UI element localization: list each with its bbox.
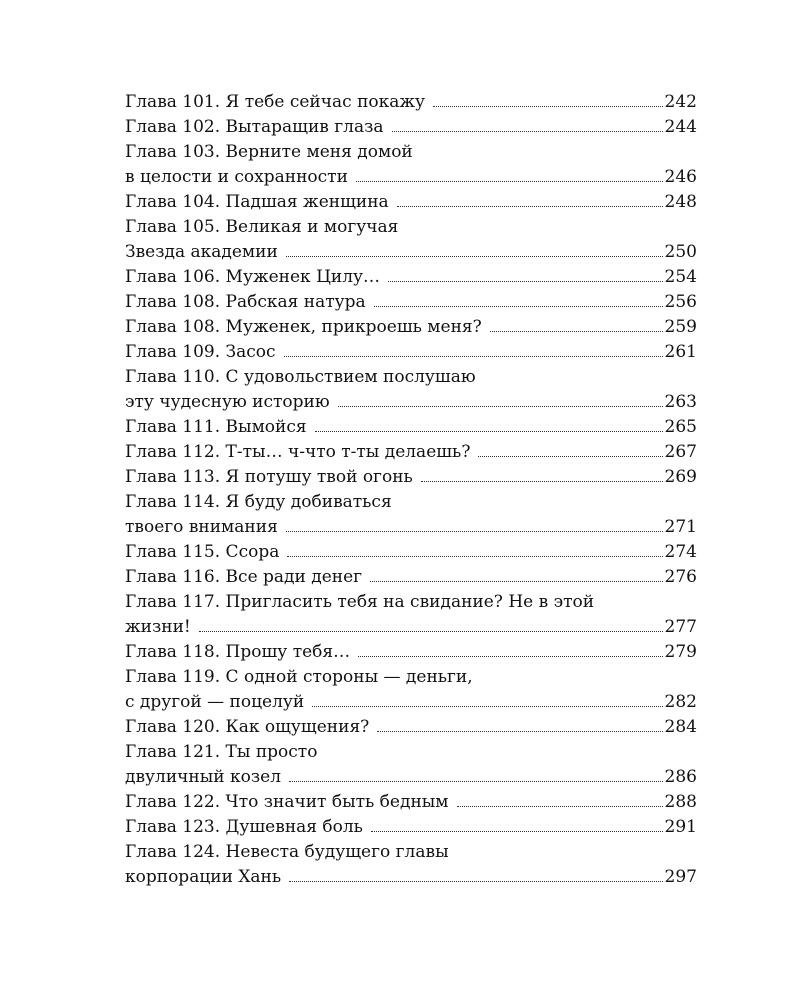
toc-entry-final-line bbox=[125, 290, 697, 315]
toc-entry-final-line bbox=[125, 240, 697, 265]
toc-entry-final-line bbox=[125, 340, 697, 365]
toc-entry-page-number: 277 bbox=[664, 617, 697, 637]
toc-entry-page-number: 269 bbox=[664, 467, 697, 487]
toc-entry-final-line bbox=[125, 765, 697, 790]
dot-leader bbox=[358, 655, 662, 657]
toc-entry[interactable] bbox=[125, 265, 697, 290]
toc-entry-page-number: 242 bbox=[664, 92, 697, 112]
toc-entry-final-line bbox=[125, 390, 697, 415]
toc-entry-title-line: Глава 114. Я буду добиваться bbox=[125, 492, 392, 512]
toc-entry-title-line: Глава 116. Все ради денег bbox=[125, 567, 363, 587]
toc-entry-title-line: Глава 103. Верните меня домой bbox=[125, 142, 413, 162]
dot-leader bbox=[287, 555, 662, 557]
dot-leader bbox=[315, 430, 663, 432]
dot-leader bbox=[374, 305, 663, 307]
table-of-contents bbox=[125, 90, 697, 890]
toc-entry-final-line bbox=[125, 640, 697, 665]
toc-entry-page-number: 259 bbox=[664, 317, 697, 337]
toc-entry-title-line: Глава 115. Ссора bbox=[125, 542, 280, 562]
toc-entry-title-line: Глава 124. Невеста будущего главы bbox=[125, 842, 449, 862]
toc-entry[interactable] bbox=[125, 190, 697, 215]
dot-leader bbox=[338, 405, 663, 407]
toc-entry[interactable] bbox=[125, 640, 697, 665]
toc-entry-final-line bbox=[125, 90, 697, 115]
toc-entry-title-line: Глава 118. Прошу тебя… bbox=[125, 642, 351, 662]
toc-entry-final-line bbox=[125, 115, 697, 140]
toc-entry[interactable] bbox=[125, 315, 697, 340]
dot-leader bbox=[490, 330, 663, 332]
dot-leader bbox=[392, 130, 663, 132]
dot-leader bbox=[286, 255, 663, 257]
toc-entry-page-number: 288 bbox=[664, 792, 697, 812]
toc-entry[interactable] bbox=[125, 465, 697, 490]
toc-entry-page-number: 261 bbox=[664, 342, 697, 362]
toc-entry-page-number: 286 bbox=[664, 767, 697, 787]
toc-entry-title-line: Глава 101. Я тебе сейчас покажу bbox=[125, 92, 426, 112]
toc-entry-final-line bbox=[125, 440, 697, 465]
dot-leader bbox=[370, 580, 662, 582]
toc-entry[interactable] bbox=[125, 715, 697, 740]
dot-leader bbox=[289, 780, 663, 782]
toc-entry-page-number: 254 bbox=[664, 267, 697, 287]
toc-entry-page-number: 246 bbox=[664, 167, 697, 187]
toc-entry[interactable] bbox=[125, 115, 697, 140]
toc-entry-title-line: Глава 108. Рабская натура bbox=[125, 292, 366, 312]
dot-leader bbox=[421, 480, 663, 482]
toc-entry-final-line bbox=[125, 415, 697, 440]
toc-entry-page-number: 263 bbox=[664, 392, 697, 412]
toc-entry[interactable] bbox=[125, 490, 697, 540]
toc-entry[interactable] bbox=[125, 415, 697, 440]
toc-entry-title-line: Глава 120. Как ощущения? bbox=[125, 717, 370, 737]
dot-leader bbox=[433, 105, 663, 107]
toc-entry[interactable] bbox=[125, 540, 697, 565]
toc-entry-title-line: Глава 117. Пригласить тебя на свидание? Не в этой bbox=[125, 592, 595, 612]
toc-entry-final-line bbox=[125, 165, 697, 190]
toc-entry-final-line bbox=[125, 565, 697, 590]
toc-entry-title-line: Глава 119. С одной стороны — деньги, bbox=[125, 667, 473, 687]
toc-entry-final-line bbox=[125, 615, 697, 640]
toc-entry-page-number: 276 bbox=[664, 567, 697, 587]
dot-leader bbox=[356, 180, 663, 182]
toc-entry-title-line: твоего внимания bbox=[125, 517, 278, 537]
toc-entry-title-line: Глава 122. Что значит быть бедным bbox=[125, 792, 449, 812]
toc-entry-title-line: двуличный козел bbox=[125, 767, 281, 787]
toc-entry-title-line: Глава 109. Засос bbox=[125, 342, 276, 362]
toc-entry-page-number: 274 bbox=[664, 542, 697, 562]
dot-leader bbox=[371, 830, 663, 832]
toc-entry-title-line: Глава 104. Падшая женщина bbox=[125, 192, 389, 212]
toc-entry-final-line bbox=[125, 790, 697, 815]
toc-entry-title-line: Глава 113. Я потушу твой огонь bbox=[125, 467, 413, 487]
toc-entry-title-line: Глава 108. Муженек, прикроешь меня? bbox=[125, 317, 482, 337]
toc-entry[interactable] bbox=[125, 140, 697, 190]
toc-entry-page-number: 256 bbox=[664, 292, 697, 312]
toc-entry-final-line bbox=[125, 515, 697, 540]
toc-entry-final-line bbox=[125, 315, 697, 340]
toc-entry-title-line: Глава 102. Вытаращив глаза bbox=[125, 117, 384, 137]
toc-entry-page-number: 265 bbox=[664, 417, 697, 437]
toc-entry-title-line: корпорации Хань bbox=[125, 867, 282, 887]
toc-entry[interactable] bbox=[125, 565, 697, 590]
toc-entry-final-line bbox=[125, 190, 697, 215]
toc-entry-page-number: 248 bbox=[664, 192, 697, 212]
dot-leader bbox=[397, 205, 663, 207]
toc-entry-title-line: с другой — поцелуй bbox=[125, 692, 305, 712]
dot-leader bbox=[289, 880, 662, 882]
toc-entry[interactable] bbox=[125, 290, 697, 315]
toc-entry-page-number: 279 bbox=[664, 642, 697, 662]
toc-entry-title-line: Глава 105. Великая и могучая bbox=[125, 217, 399, 237]
toc-entry-page-number: 271 bbox=[664, 517, 697, 537]
toc-entry-page-number: 250 bbox=[664, 242, 697, 262]
toc-entry-final-line bbox=[125, 865, 697, 890]
dot-leader bbox=[199, 630, 663, 632]
toc-entry[interactable] bbox=[125, 815, 697, 840]
toc-entry-title-line: Глава 112. Т-ты… ч-что т-ты делаешь? bbox=[125, 442, 471, 462]
toc-entry[interactable] bbox=[125, 90, 697, 115]
toc-entry[interactable] bbox=[125, 790, 697, 815]
toc-entry-final-line bbox=[125, 540, 697, 565]
toc-entry[interactable] bbox=[125, 340, 697, 365]
toc-entry-page-number: 282 bbox=[664, 692, 697, 712]
toc-entry[interactable] bbox=[125, 365, 697, 415]
dot-leader bbox=[312, 705, 662, 707]
toc-entry[interactable] bbox=[125, 440, 697, 465]
toc-entry-page-number: 244 bbox=[664, 117, 697, 137]
toc-entry[interactable] bbox=[125, 590, 697, 640]
toc-entry-title-line: Глава 123. Душевная боль bbox=[125, 817, 363, 837]
toc-entry[interactable] bbox=[125, 840, 697, 890]
toc-entry-title-line: в целости и сохранности bbox=[125, 167, 348, 187]
toc-entry-page-number: 284 bbox=[664, 717, 697, 737]
toc-entry-page-number: 291 bbox=[664, 817, 697, 837]
toc-entry[interactable] bbox=[125, 215, 697, 265]
dot-leader bbox=[388, 280, 663, 282]
toc-entry-page-number: 297 bbox=[664, 867, 697, 887]
toc-entry-title-line: Звезда академии bbox=[125, 242, 278, 262]
toc-entry-final-line bbox=[125, 690, 697, 715]
toc-entry-title-line: эту чудесную историю bbox=[125, 392, 330, 412]
toc-entry-final-line bbox=[125, 815, 697, 840]
dot-leader bbox=[377, 730, 662, 732]
toc-entry-title-line: Глава 121. Ты просто bbox=[125, 742, 318, 762]
dot-leader bbox=[478, 455, 662, 457]
toc-entry-title-line: жизни! bbox=[125, 617, 191, 637]
toc-entry[interactable] bbox=[125, 665, 697, 715]
dot-leader bbox=[284, 355, 663, 357]
toc-entry-final-line bbox=[125, 265, 697, 290]
toc-entry-title-line: Глава 111. Вымойся bbox=[125, 417, 307, 437]
toc-entry-title-line: Глава 110. С удовольствием послушаю bbox=[125, 367, 476, 387]
dot-leader bbox=[286, 530, 663, 532]
toc-entry-title-line: Глава 106. Муженек Цилу… bbox=[125, 267, 381, 287]
dot-leader bbox=[457, 805, 663, 807]
toc-entry-page-number: 267 bbox=[664, 442, 697, 462]
toc-entry[interactable] bbox=[125, 740, 697, 790]
toc-entry-final-line bbox=[125, 465, 697, 490]
toc-entry-final-line bbox=[125, 715, 697, 740]
